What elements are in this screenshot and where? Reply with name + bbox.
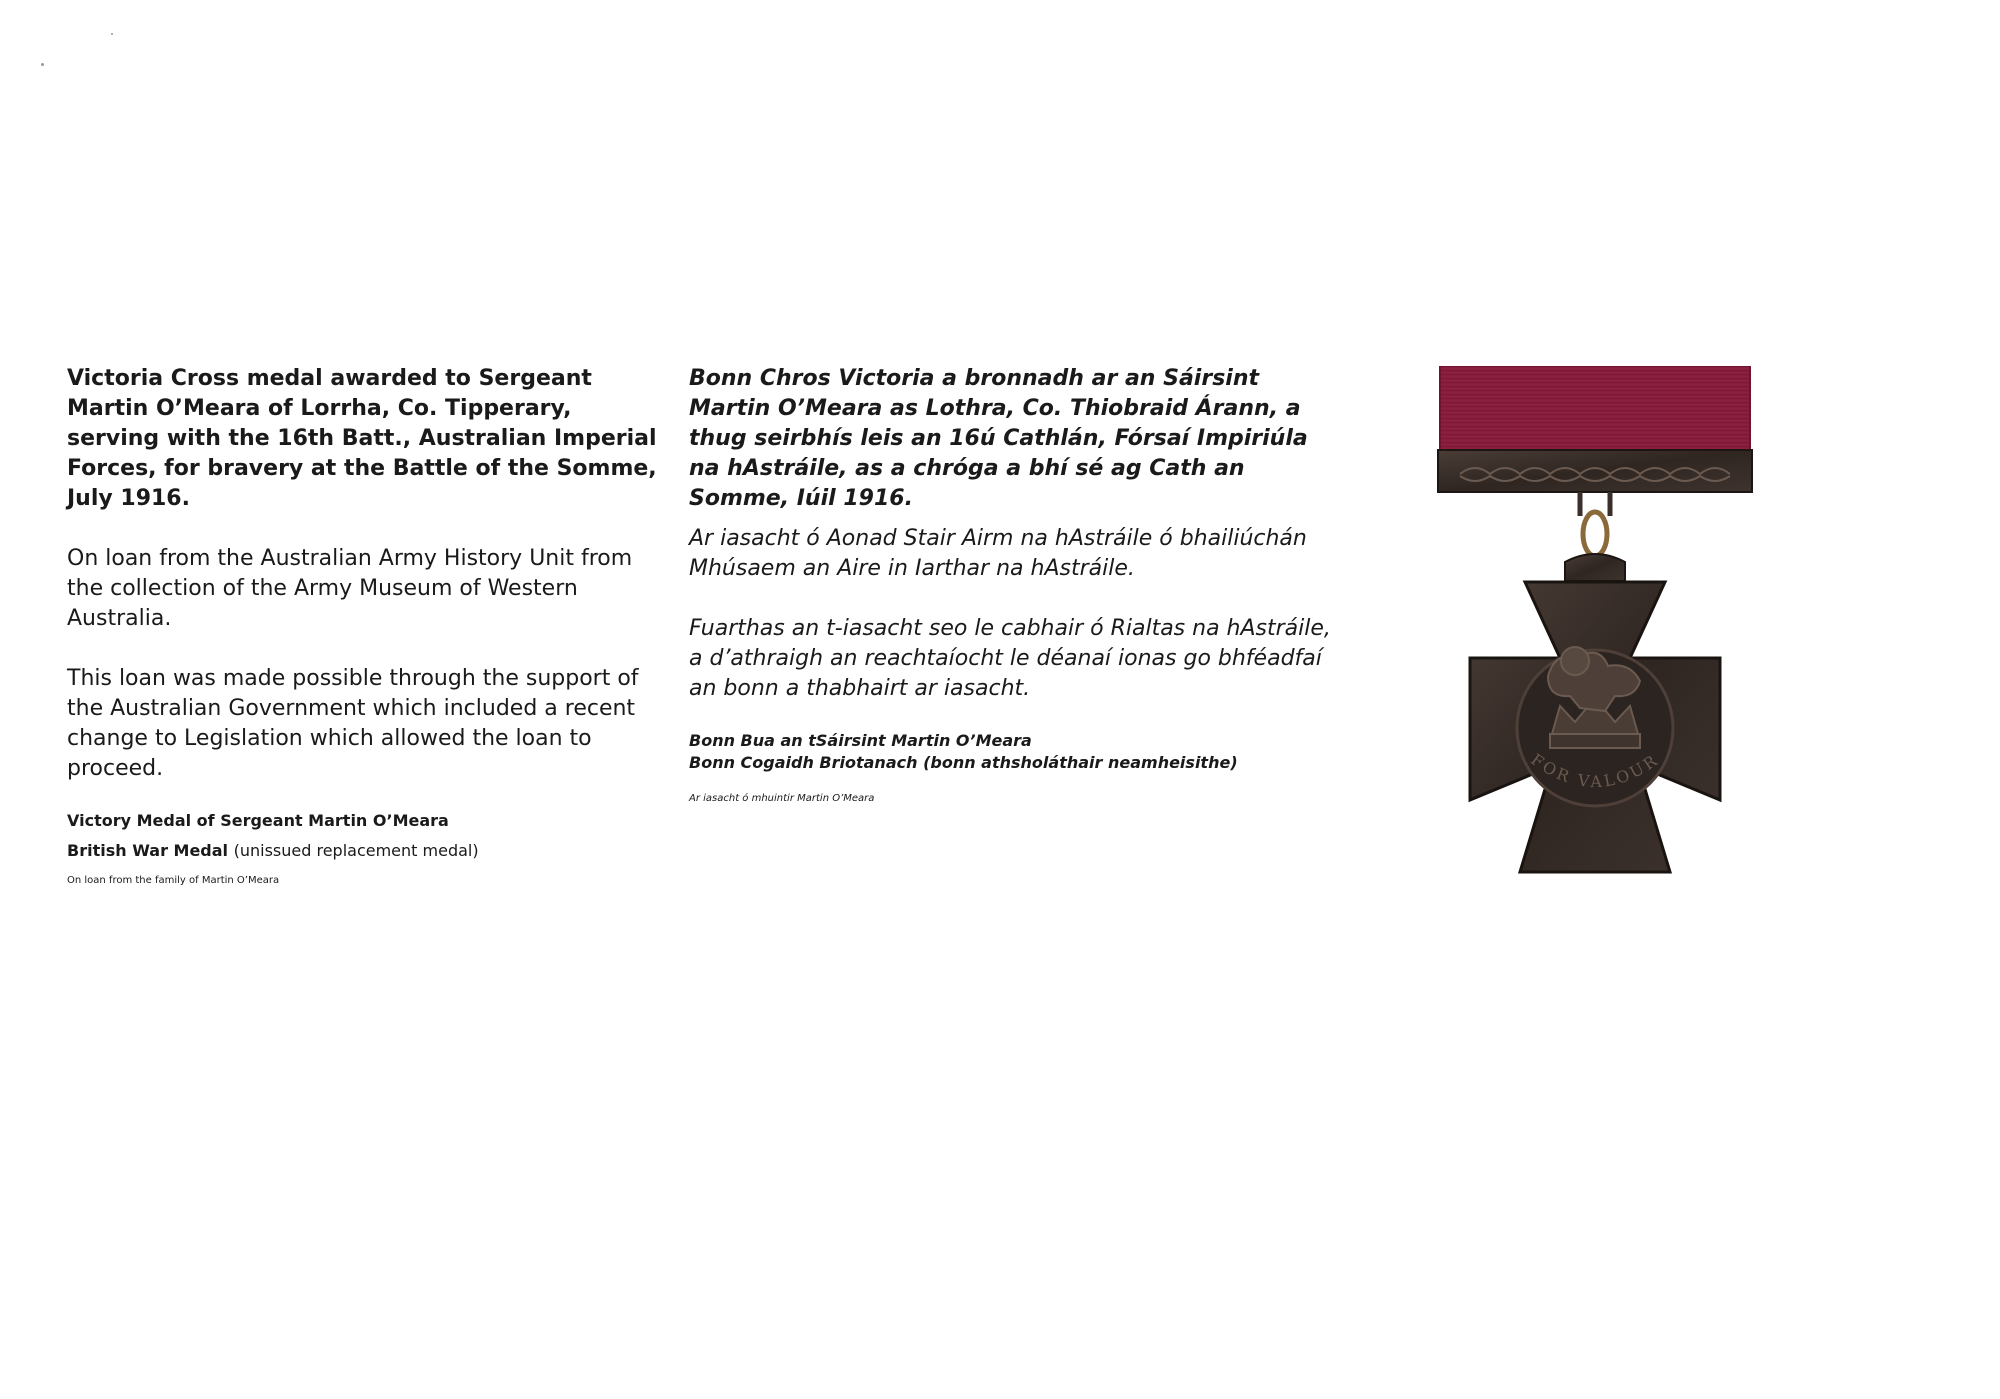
scan-speck — [111, 33, 113, 35]
irish-medal-2: Bonn Cogaidh Briotanach (bonn athsholáthair neamheisithe) — [689, 753, 1238, 772]
victoria-cross-medal-image — [1430, 366, 1760, 876]
irish-support-text: Fuarthas an t-iasacht seo le cabhair ó Rialtas na hAstráile, a d’athraigh an reachtaíocht le déanaí ionas go bhféadfaí an bonn a thabhairt ar iasacht. — [689, 616, 1331, 701]
irish-family-loan: Ar iasacht ó mhuintir Martin O’Meara — [689, 793, 875, 804]
crown-band — [1550, 734, 1640, 748]
irish-medal-1: Bonn Bua an tSáirsint Martin O’Meara — [689, 731, 1032, 750]
english-support-text: This loan was made possible through the support of the Australian Government which included a recent change to Legislation which allowed the loan to proceed. — [67, 666, 639, 781]
english-column — [67, 364, 667, 888]
medal-ribbon — [1440, 366, 1750, 452]
lion-head — [1561, 647, 1589, 675]
medal-ring — [1583, 512, 1607, 556]
english-medal-1: Victory Medal of Sergeant Martin O’Meara — [67, 811, 449, 830]
scan-speck — [41, 63, 44, 66]
english-family-loan: On loan from the family of Martin O’Meara — [67, 875, 280, 886]
irish-loan-text: Ar iasacht ó Aonad Stair Airm na hAstráile ó bhailiúchán Mhúsaem an Aire in Iarthar na hAstráile. — [689, 526, 1307, 581]
irish-column — [689, 364, 1339, 806]
irish-title: Bonn Chros Victoria a bronnadh ar an Sáirsint Martin O’Meara as Lothra, Co. Thiobraid Árann, a thug seirbhís leis an 16ú Cathlán, Fórsaí Impiriúla na hAstráile, as a chróga a bhí sé ag Cath an Somme, Iúil 1916. — [689, 366, 1308, 511]
english-medal-2: British War Medal — [67, 841, 229, 860]
english-medal-2-line — [67, 836, 667, 866]
medal-inscription: FOR VALOUR — [1527, 749, 1663, 792]
english-loan-text: On loan from the Australian Army History Unit from the collection of the Army Museum of Western Australia. — [67, 546, 633, 631]
medal-lug — [1565, 554, 1625, 581]
english-medal-2-note: (unissued replacement medal) — [233, 841, 479, 860]
english-title: Victoria Cross medal awarded to Sergeant Martin O’Meara of Lorrha, Co. Tipperary, serving with the 16th Batt., Australian Imperial Forces, for bravery at the Battle of the Somme, July 1916. — [67, 366, 657, 511]
